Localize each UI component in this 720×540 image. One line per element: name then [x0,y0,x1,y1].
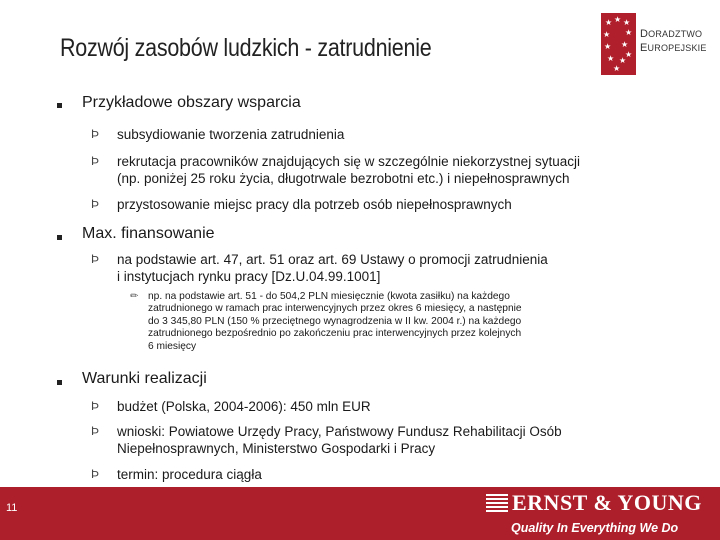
list-item: wnioski: Powiatowe Urzędy Pracy, Państwowy Fundusz Rehabilitacji Osób Niepełnosprawnych, Ministerstwo Gospodarki i Pracy [117,424,562,456]
section-heading: Max. finansowanie [82,225,215,242]
svg-text:★: ★ [625,28,633,37]
svg-text:★: ★ [613,64,621,73]
svg-text:★: ★ [603,30,611,39]
svg-text:★: ★ [607,54,615,63]
svg-text:★: ★ [623,18,631,27]
svg-text:★: ★ [625,50,633,59]
list-item: budżet (Polska, 2004-2006): 450 mln EUR [117,399,371,414]
list-item: na podstawie art. 47, art. 51 oraz art. 69 Ustawy o promocji zatrudnienia i instytucjach rynku pracy [Dz.U.04.99.1001] [117,252,548,284]
bullet-pen: ✏ [130,291,139,302]
bullet-arrow: Þ [91,252,100,266]
logo-line-2: EUROPEJSKIE [640,42,707,54]
list-item: przystosowanie miejsc pracy dla potrzeb osób niepełnosprawnych [117,197,512,212]
bullet-arrow: Þ [91,154,100,168]
section-heading: Przykładowe obszary wsparcia [82,94,301,111]
bullet-square [57,103,62,108]
bullet-arrow: Þ [91,467,100,481]
bullet-arrow: Þ [91,197,100,211]
bullet-square [57,235,62,240]
svg-text:★: ★ [605,18,613,27]
svg-text:★: ★ [604,42,612,51]
list-item: subsydiowanie tworzenia zatrudnienia [117,127,345,142]
page-number: 11 [6,502,18,514]
section-heading: Warunki realizacji [82,370,207,387]
ey-bars-icon [486,494,508,514]
logo-line-1: DORADZTWO [640,28,703,40]
footer-bar [0,487,720,540]
slide-title: Rozwój zasobów ludzkich - zatrudnienie [60,34,432,62]
list-item: rekrutacja pracowników znajdujących się w szczególnie niekorzystnej sytuacji (np. poniżej 25 roku życia, długotrwale bezrobotni etc.) i niepełnosprawnych [117,154,580,186]
svg-text:★: ★ [614,15,622,24]
eu-stars-logo [601,13,636,75]
bullet-arrow: Þ [91,127,100,141]
svg-text:★: ★ [619,56,627,65]
bullet-arrow: Þ [91,399,100,413]
list-item: termin: procedura ciągła [117,467,262,482]
brand-tagline: Quality In Everything We Do [511,521,679,535]
bullet-square [57,380,62,385]
sub-list-item: np. na podstawie art. 51 - do 504,2 PLN miesięcznie (kwota zasiłku) na każdego zatrudnionego w ramach prac interwencyjnych przez okres 6 miesięcy, a następnie do 3 345,80 PLN (150 % przeciętnego wynagrodzenia w II kw. 2004 r.) na każdego zatrudnionego bezpośrednio po zakończeniu prac interwencyjnych przez kolejnych 6 miesięcy [148,291,522,352]
brand-name: ERNST & YOUNG [512,490,702,515]
bullet-arrow: Þ [91,424,100,438]
svg-text:★: ★ [621,40,629,49]
